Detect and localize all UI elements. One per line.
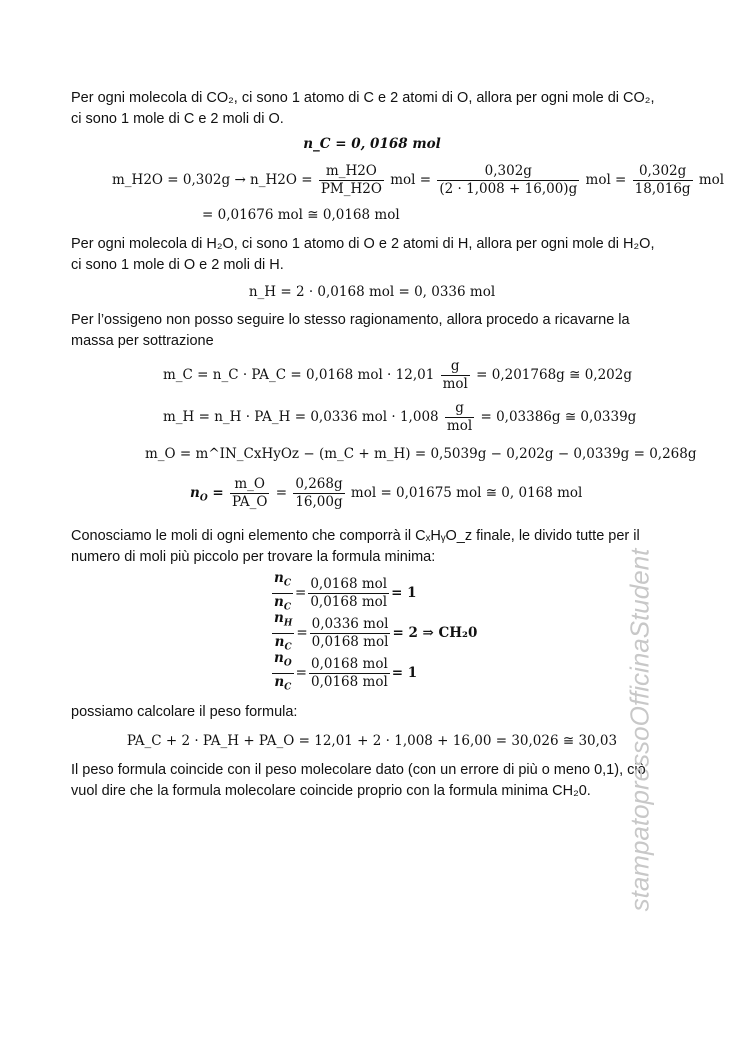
- paragraph-h2o-line1: Per ogni molecola di H₂O, ci sono 1 atomo di O e 2 atomi di H, allora per ogni mole di H₂O,: [71, 236, 655, 252]
- equation-mh2o-line2: = 0,01676 mol ≅ 0,0168 mol: [202, 207, 400, 223]
- watermark-text: stampatopressoOfficinaStudent: [624, 548, 655, 912]
- mh2o-mol2: mol: [698, 172, 725, 188]
- mh-unit-den: mol: [446, 418, 473, 434]
- mh2o-frac3: [633, 163, 693, 198]
- mh2o-lhs: m_H2O = 0,302g → n_H2O =: [112, 172, 313, 188]
- ratio-h-den: 0,0168 mol: [311, 633, 389, 650]
- ratio-c-eq: =: [295, 585, 307, 601]
- no-den1: PA_O: [231, 494, 268, 510]
- mh2o-den1: PM_H2O: [320, 181, 382, 197]
- paragraph-ossigeno: Per l’ossigeno non posso seguire lo stesso ragionamento, allora procedo a ricavarne la massa per sottrazione: [71, 312, 630, 349]
- mh2o-den3: 18,016g: [634, 181, 691, 197]
- paragraph-co2-line1: Per ogni molecola di CO₂, ci sono 1 atomo di C e 2 atomi di O, allora per ogni mole di CO₂,: [71, 90, 655, 106]
- mh2o-den2: (2 · 1,008 + 16,00)g: [439, 181, 578, 197]
- no-num2: 0,268g: [295, 476, 343, 492]
- paragraph-h2o-line2: ci sono 1 mole di O e 2 moli di H.: [71, 257, 284, 273]
- mh2o-num2: 0,302g: [437, 163, 579, 181]
- paragraph-co2-line2: ci sono 1 mole di C e 2 moli di O.: [71, 111, 284, 127]
- ratio-o-label: $\frac{n_O}{n_C}$: [274, 649, 292, 693]
- mh-lhs: m_H = n_H · PA_H = 0,0336 mol · 1,008: [163, 409, 439, 425]
- ratio-c-result: = 1: [391, 585, 417, 601]
- paragraph-co2: [71, 88, 671, 130]
- mh2o-mol: mol =: [390, 172, 432, 188]
- watermark: [620, 540, 660, 920]
- ratio-c-label: $\frac{n_C}{n_C}$: [274, 569, 291, 613]
- mh2o-frac2: [437, 163, 579, 198]
- equation-nh: n_H = 2 · 0,0168 mol = 0, 0336 mol: [248, 284, 496, 300]
- ratio-o-result: = 1: [391, 665, 418, 681]
- ratio-o-row: [270, 649, 477, 693]
- ratio-h-label: $\frac{n_H}{n_C}$: [274, 609, 293, 653]
- paragraph-peso-formula: possiamo calcolare il peso formula:: [71, 704, 298, 720]
- ratio-c-row: [270, 569, 477, 613]
- mh-unit-num: g: [445, 400, 474, 418]
- paragraph-h2o: [71, 234, 671, 276]
- no-lhs: $n_O$ =: [190, 485, 224, 504]
- ratio-c-frac: [308, 576, 389, 611]
- ratio-o-den: 0,0168 mol: [310, 673, 388, 690]
- equation-mc: [163, 358, 632, 393]
- mc-unit-den: mol: [442, 376, 468, 392]
- paragraph-conosciamo: Conosciamo le moli di ogni elemento che comporrà il CₓHᵧO_z finale, le divido tutte per il numero di moli più piccolo per trovare la formula minima:: [71, 528, 640, 565]
- ratio-o-num: 0,0168 mol: [310, 655, 388, 672]
- equation-mo: m_O = m^IN_CxHyOz − (m_C + m_H) = 0,5039g − 0,202g − 0,0339g = 0,268g: [145, 446, 697, 462]
- ratio-o-eq: =: [295, 665, 307, 681]
- ratio-c-den: 0,0168 mol: [310, 593, 388, 610]
- equation-mh2o-line1: [112, 163, 724, 198]
- mc-rhs: = 0,201768g ≅ 0,202g: [476, 367, 632, 383]
- mh-unit-frac: [445, 400, 474, 435]
- no-rhs: mol = 0,01675 mol ≅ 0, 0168 mol: [350, 485, 583, 501]
- mc-lhs: m_C = n_C · PA_C = 0,0168 mol · 12,01: [163, 367, 435, 383]
- ratio-h-result: = 2 ⇒ CH₂0: [392, 625, 478, 641]
- paragraph-conclusione: Il peso formula coincide con il peso molecolare dato (con un errore di più o meno 0,1), ciò vuol dire che la formula molecolare coincide proprio con la formula minima CH₂0.: [71, 762, 646, 799]
- mh-rhs: = 0,03386g ≅ 0,0339g: [480, 409, 637, 425]
- ratio-c-num: 0,0168 mol: [310, 575, 388, 592]
- ratio-h-eq: =: [296, 625, 308, 641]
- mh2o-frac1: [319, 163, 384, 198]
- no-den2: 16,00g: [295, 494, 343, 510]
- no-num1: m_O: [230, 476, 269, 494]
- mh2o-num3: 0,302g: [633, 163, 693, 181]
- equation-nc: n_C = 0, 0168 mol: [303, 136, 441, 152]
- mc-unit-num: g: [441, 358, 470, 376]
- no-frac1: [230, 476, 269, 511]
- ratio-h-num: 0,0336 mol: [311, 615, 389, 632]
- ratio-h-row: [270, 609, 478, 653]
- mh2o-num1: m_H2O: [319, 163, 384, 181]
- no-eq: =: [275, 485, 288, 501]
- equation-mh: [163, 400, 636, 435]
- equation-peso-formula: PA_C + 2 · PA_H + PA_O = 12,01 + 2 · 1,008 + 16,00 = 30,026 ≅ 30,03: [126, 733, 618, 749]
- equation-no: [190, 476, 582, 511]
- mc-unit-frac: [441, 358, 470, 393]
- ratios-block: [270, 569, 478, 693]
- no-frac2: [293, 476, 344, 511]
- ratio-o-frac: [309, 656, 390, 691]
- mh2o-mol-b: mol =: [585, 172, 627, 188]
- ratio-h-frac: [310, 616, 391, 651]
